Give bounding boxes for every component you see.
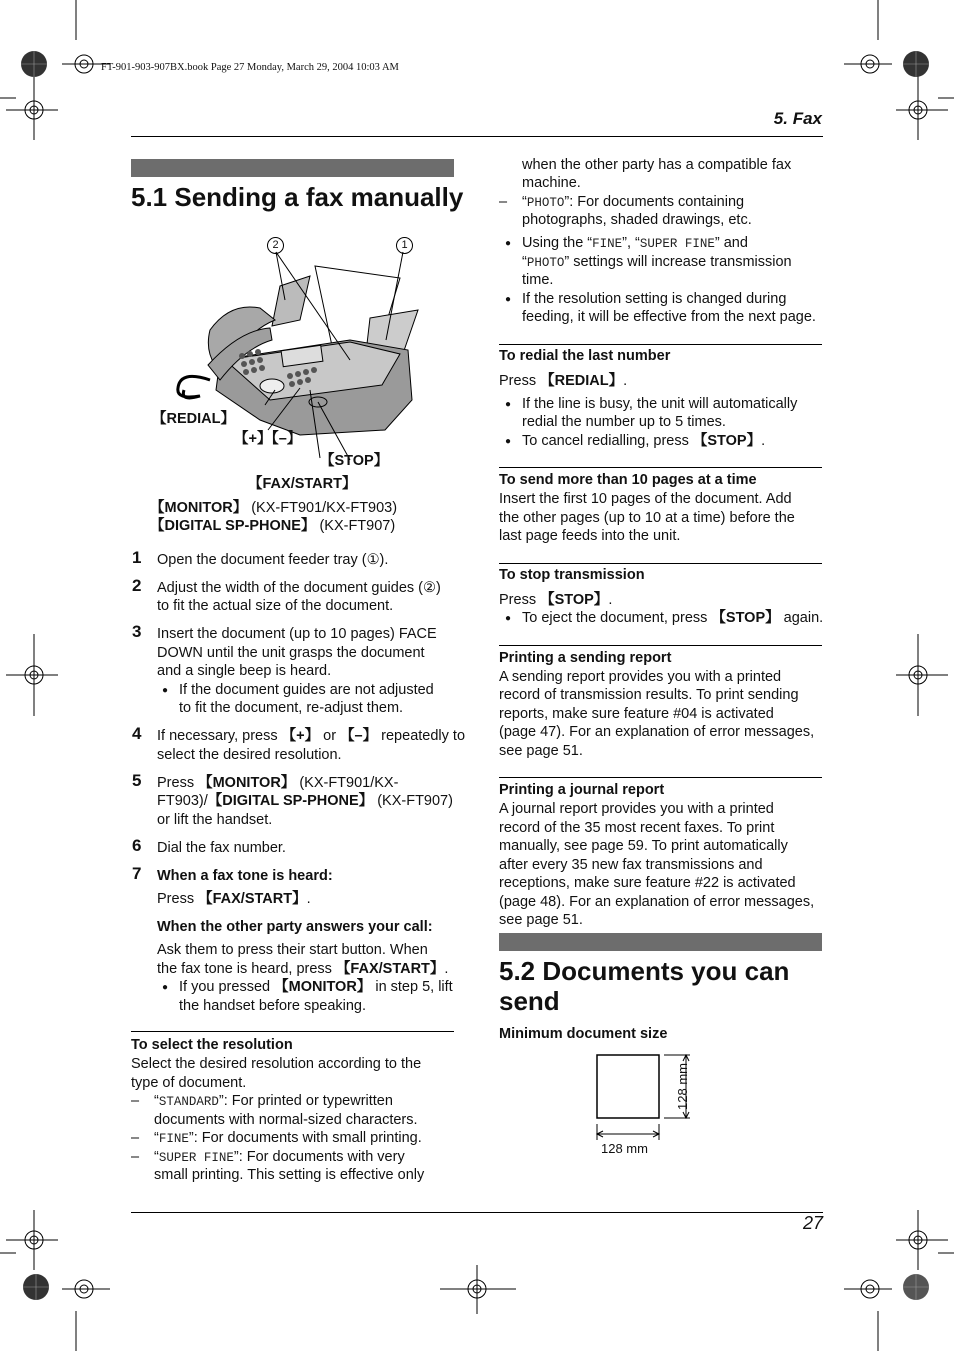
callout-1 xyxy=(396,237,413,254)
photo-desc: ”: For documents containing xyxy=(564,194,745,210)
journal-report-l2: record of the 35 most recent faxes. To print xyxy=(499,820,775,836)
photo-l2: photographs, shaded drawings, etc. xyxy=(522,212,752,228)
step-2-number: 2 xyxy=(132,576,142,595)
stop-rule xyxy=(499,563,822,564)
min-size-heading: Minimum document size xyxy=(499,1026,668,1042)
change-l1: ● If the resolution setting is changed during xyxy=(522,290,786,309)
callout-1-label: 1 xyxy=(401,239,408,251)
step-7-bullet-line1 xyxy=(179,978,453,997)
step-7-post: . xyxy=(306,891,311,907)
code-standard: STANDARD xyxy=(158,1095,219,1109)
step-7-l2key: 【FAX/START】 xyxy=(335,961,445,977)
step-2-line2: to fit the actual size of the document. xyxy=(157,598,394,614)
resolution-rule xyxy=(131,1031,454,1032)
sending-report-heading: Printing a sending report xyxy=(499,650,672,666)
redial-dot: . xyxy=(623,373,628,389)
change-l2: feeding, it will be effective from the next page. xyxy=(522,309,816,325)
step-7-press xyxy=(157,890,311,909)
journal-report-l1: A journal report provides you with a printed xyxy=(499,801,774,817)
step-7-heading: When a fax tone is heard: xyxy=(157,868,333,884)
step-7-l2post: . xyxy=(444,961,449,977)
sending-report-l3: reports, make sure feature #04 is activated xyxy=(499,706,774,722)
dash-standard: – xyxy=(131,1093,140,1109)
resolution-superfine-l1 xyxy=(154,1148,405,1168)
step-5-key-digital: 【DIGITAL SP-PHONE】 xyxy=(207,793,374,809)
step-7-l2 xyxy=(157,960,448,979)
stop-b-pre: To eject the document, press xyxy=(522,610,712,626)
step-5-post1: (KX-FT901/KX- xyxy=(295,775,399,791)
step-5-post2: (KX-FT907) xyxy=(373,793,453,809)
redial-rule xyxy=(499,344,822,345)
step-7-b1key: 【MONITOR】 xyxy=(274,979,372,995)
step-4-line2: select the desired resolution. xyxy=(157,747,342,763)
sending-report-l1: A sending report provides you with a printed xyxy=(499,669,782,685)
using-code-fine: FINE xyxy=(592,237,623,251)
step-3-line1: Insert the document (up to 10 pages) FACE xyxy=(157,626,437,642)
resolution-l2: type of document. xyxy=(131,1075,247,1091)
more10-l1: Insert the first 10 pages of the document. Add xyxy=(499,491,792,507)
using-l2 xyxy=(522,253,792,273)
resolution-l1: Select the desired resolution according to the xyxy=(131,1056,422,1072)
step-1-number: 1 xyxy=(132,548,142,567)
step-7-l2pre: the fax tone is heard, press xyxy=(157,961,336,977)
step-4-pre: If necessary, press xyxy=(157,728,282,744)
section2-title-line2: send xyxy=(499,986,560,1016)
using-l2open: “ xyxy=(522,254,527,270)
redial-key: 【REDIAL】 xyxy=(540,373,624,389)
superfine-desc: ”: For documents with very xyxy=(233,1149,405,1165)
step-7-l1: Ask them to press their start button. When xyxy=(157,942,428,958)
step-3-number: 3 xyxy=(132,622,142,641)
label-digital-sp-phone xyxy=(150,517,395,536)
label-digital-key: 【DIGITAL SP-PHONE】 xyxy=(150,518,316,534)
step-5-line3: or lift the handset. xyxy=(157,812,273,828)
label-digital-models: (KX-FT907) xyxy=(315,518,396,534)
resolution-standard-l1 xyxy=(154,1092,393,1112)
resolution-fine xyxy=(154,1129,422,1149)
dim-height-label: 128 mm xyxy=(674,1063,690,1110)
open-quote: “ xyxy=(154,1093,159,1109)
step-7-bullet-line2: the handset before speaking. xyxy=(179,998,367,1014)
open-quote: “ xyxy=(522,194,527,210)
stop-dot: . xyxy=(608,592,613,608)
code-superfine: SUPER FINE xyxy=(158,1151,234,1165)
step-7-b1pre: If you pressed xyxy=(179,979,275,995)
step-7-key-faxstart: 【FAX/START】 xyxy=(198,891,307,907)
step-4-key-plus: 【+】 xyxy=(281,728,320,744)
step-6-number: 6 xyxy=(132,836,142,855)
step-5-l2pre: FT903)/ xyxy=(157,793,208,809)
using-l1 xyxy=(522,234,748,254)
step-7-b1post: in step 5, lift xyxy=(371,979,453,995)
sending-report-l5: see page 51. xyxy=(499,743,583,759)
using-mid: ”, “ xyxy=(622,235,640,251)
stop-press xyxy=(499,591,612,610)
step-6-text: Dial the fax number. xyxy=(157,840,286,856)
step-5-line2 xyxy=(157,792,453,811)
section2-title-line1: 5.2 Documents you can xyxy=(499,956,790,986)
redial-b2-post: . xyxy=(761,433,766,449)
redial-b1-l2: redial the number up to 5 times. xyxy=(522,414,726,430)
stop-heading: To stop transmission xyxy=(499,567,645,583)
dash-photo: – xyxy=(499,194,508,210)
label-fax-start: 【FAX/START】 xyxy=(248,476,357,492)
stop-b-key: 【STOP】 xyxy=(711,610,780,626)
step-7-number: 7 xyxy=(132,864,142,883)
resolution-superfine-l2: small printing. This setting is effective only xyxy=(154,1167,425,1183)
label-monitor-models: (KX-FT901/KX-FT903) xyxy=(247,500,398,516)
sending-report-rule xyxy=(499,645,822,646)
using-code-photo: PHOTO xyxy=(526,256,565,270)
redial-press-pre: Press xyxy=(499,373,541,389)
label-stop: 【STOP】 xyxy=(320,453,389,469)
sending-report-l4: (page 47). For an explanation of error messages, xyxy=(499,724,815,740)
stop-bullet xyxy=(522,609,823,628)
cont-l1: when the other party has a compatible fax xyxy=(522,157,792,173)
using-l3: time. xyxy=(522,272,554,288)
using-and: ” and xyxy=(714,235,748,251)
fine-desc: ”: For documents with small printing. xyxy=(188,1130,422,1146)
using-code-superfine: SUPER FINE xyxy=(639,237,715,251)
sending-report-l2: record of transmission results. To print sending xyxy=(499,687,799,703)
journal-report-rule xyxy=(499,777,822,778)
label-plus-minus: 【+】【–】 xyxy=(234,431,302,447)
step-4-mid: or xyxy=(319,728,341,744)
redial-b2 xyxy=(522,432,765,451)
dim-width-label: 128 mm xyxy=(601,1141,648,1156)
callout-2 xyxy=(267,237,284,254)
step-1-text: Open the document feeder tray (①). xyxy=(157,552,389,568)
code-fine: FINE xyxy=(158,1132,189,1146)
more10-rule xyxy=(499,467,822,468)
book-header-line: FT-901-903-907BX.book Page 27 Monday, March 29, 2004 10:03 AM xyxy=(101,62,399,73)
cont-l2: machine. xyxy=(522,175,581,191)
code-photo: PHOTO xyxy=(526,196,565,210)
step-5-line1 xyxy=(157,774,398,793)
step-3-bullet-line1: ● If the document guides are not adjusted xyxy=(179,681,434,700)
redial-heading: To redial the last number xyxy=(499,348,671,364)
step-4-number: 4 xyxy=(132,724,142,743)
journal-report-l4: after every 35 new fax transmissions and xyxy=(499,857,763,873)
step-5-number: 5 xyxy=(132,771,142,790)
page-title: 5.1 Sending a fax manually xyxy=(131,182,464,212)
stop-b-post: again. xyxy=(779,610,824,626)
using-pre: Using the “ xyxy=(522,235,593,251)
more10-l3: last page feeds into the unit. xyxy=(499,528,681,544)
open-quote: “ xyxy=(154,1130,159,1146)
redial-press xyxy=(499,372,627,391)
callout-2-label: 2 xyxy=(272,239,279,251)
label-monitor-key: 【MONITOR】 xyxy=(150,500,248,516)
section-header: 5. Fax xyxy=(773,109,822,128)
redial-b2-pre: To cancel redialling, press xyxy=(522,433,693,449)
header-rule xyxy=(131,136,823,137)
more10-heading: To send more than 10 pages at a time xyxy=(499,472,757,488)
label-redial: 【REDIAL】 xyxy=(152,411,235,427)
journal-report-l7: see page 51. xyxy=(499,912,583,928)
dash-superfine: – xyxy=(131,1149,140,1165)
using-l2post: ” settings will increase transmission xyxy=(564,254,792,270)
journal-report-l6: (page 48). For an explanation of error messages, xyxy=(499,894,815,910)
journal-report-l3: manually, see page 59. To print automatically xyxy=(499,838,788,854)
photo-l1 xyxy=(522,193,744,213)
step-7-pre: Press xyxy=(157,891,199,907)
step-3-line3: and a single beep is heard. xyxy=(157,663,332,679)
step-5-pre: Press xyxy=(157,775,199,791)
step-4-key-minus: 【–】 xyxy=(340,728,378,744)
section2-title-bar xyxy=(499,933,822,951)
step-5-key-monitor: 【MONITOR】 xyxy=(198,775,296,791)
step-7-heading2: When the other party answers your call: xyxy=(157,919,433,935)
stop-key: 【STOP】 xyxy=(540,592,609,608)
label-monitor xyxy=(150,499,397,518)
stop-press-pre: Press xyxy=(499,592,541,608)
resolution-standard-l2: documents with normal-sized characters. xyxy=(154,1112,418,1128)
step-4-line1 xyxy=(157,727,465,746)
page-number: 27 xyxy=(802,1213,823,1233)
dash-fine: – xyxy=(131,1130,140,1146)
step-2-line1: Adjust the width of the document guides (②) xyxy=(157,580,441,596)
standard-desc: ”: For printed or typewritten xyxy=(218,1093,393,1109)
section-title-bar xyxy=(131,159,454,177)
resolution-heading: To select the resolution xyxy=(131,1037,293,1053)
journal-report-heading: Printing a journal report xyxy=(499,782,665,798)
step-3-bullet-line2: to fit the document, re-adjust them. xyxy=(179,700,404,716)
open-quote: “ xyxy=(154,1149,159,1165)
journal-report-l5: receptions, make sure feature #22 is activated xyxy=(499,875,796,891)
step-4-post: repeatedly to xyxy=(377,728,466,744)
redial-b2-key: 【STOP】 xyxy=(692,433,762,449)
redial-b1-l1: ● If the line is busy, the unit will automatically xyxy=(522,395,797,414)
more10-l2: the other pages (up to 10 at a time) before the xyxy=(499,510,795,526)
footer-rule xyxy=(131,1212,823,1213)
step-3-line2: DOWN until the unit grasps the document xyxy=(157,645,425,661)
